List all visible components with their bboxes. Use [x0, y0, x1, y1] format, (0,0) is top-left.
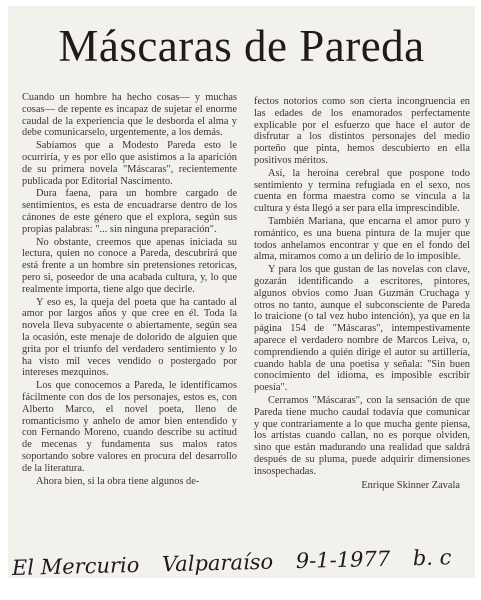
article-paragraph: Dura faena, para un hombre cargado de sentimientos, es esta de encuadrarse dentro de los cánones de este género que el explora, según sus propias palabras: "... sin ninguna preparación". — [22, 188, 237, 235]
article-paragraph: fectos notorios como son cierta incongruencia en las edades de los enamorados perfectamente explicable por el esfuerzo que hace el autor de disfrutar a los distintos personajes del medio porteño que pinta, hemos descubierto en ella positivos méritos. — [254, 96, 470, 166]
article-paragraph: Ahora bien, si la obra tiene algunos de- — [36, 475, 200, 487]
article-column-left — [22, 92, 237, 488]
article-paragraph: Así, la heroína cerebral que pospone todo sentimiento y termina refugiada en el sexo, nos cuenta en forma maestra como se vincula a la cultura y ésta llegó a ser para ella imprescindible. — [254, 167, 470, 215]
article-paragraph: Sabíamos que a Modesto Pareda esto le ocurriría, y es por ello que asistimos a la aparición de su primera novela "Máscaras", recientemente publicada por Editorial Nascimento. — [22, 140, 237, 187]
article-headline: Máscaras de Pareda — [58, 21, 425, 71]
article-paragraph: Los que conocemos a Pareda, le identificamos fácilmente con dos de los personajes, estos es, con Alberto Marco, el novel poeta, lleno de romanticismo y anhelo de amor bien entendido y con Fernando Moreno, cuando describe su actitud de mecenas y fundamenta sus malos ratos soportando sobre valores en procura del desarrollo de la literatura. — [22, 380, 237, 474]
article-paragraph: Y eso es, la queja del poeta que ha cantado al amor por largos años y que cree en él. Toda la novela lleva subyacente o abiertamente, según sea la ocasión, este menaje de dolorido de alguien que grita por el triunfo del verdadero sentimiento y lo ha visto mil veces vendido o postergado por intereses mezquinos. — [22, 296, 237, 379]
source-newspaper: El Mercurio — [11, 552, 140, 580]
source-date: 9-1-1977 — [295, 546, 391, 574]
article-paragraph: No obstante, creemos que apenas iniciada su lectura, quien no conoce a Pareda, descubrirá que está frente a un hombre sin pretensiones retoricas, pero si, poseedor de una acabada cultura, y, lo que realmente importa, tiene algo que decirle. — [22, 236, 237, 295]
source-city: Valparaíso — [161, 549, 274, 577]
article-paragraph: Cuando un hombre ha hecho cosas— y muchas cosas— de repente es incapaz de sujetar el enorme caudal de la experiencia que le desborda el alma y debe comunicarselo, urgentemente, a los demás. — [22, 92, 237, 139]
article-paragraph: También Mariana, que encarna el amor puro y romántico, es una buena pintura de la mujer que todos anhelamos encontrar y que en el fondo del alma, miramos como a un delirio de lo imposible. — [254, 215, 470, 263]
article-paragraph: Y para los que gustan de las novelas con clave, gozarán identificando a escritores, pintores, algunos obvios como Juan Guzmán Cruchaga y otros no tanto, aunque el subconsciente de Pareda lo traicione (o tal vez hubo intención), ya que en la página 154 de "Máscaras", intempestivamente aparece el verdadero nombre de Marcos Leiva, o, comprendiendo a quién dirige el autor su artillería, cuando habla de una poetisa y señala: "Sin buen conocimiento del idioma, es imposible escribir poesía". — [254, 264, 470, 394]
article-column-right — [254, 96, 470, 491]
article-author: Enrique Skinner Zavala — [361, 479, 460, 491]
newspaper-clipping — [8, 6, 475, 578]
article-paragraph: Cerramos "Máscaras", con la sensación de que Pareda tiene mucho caudal todavía que comunicar y que contrariamente a lo que mucha gente piensa, los artistas cuando callan, no es porque olviden, sino que están madurando una realidad que saldrá después de su pluma, puede adquirir dimensiones insospechadas. — [254, 394, 470, 477]
source-initials: b. c — [412, 545, 452, 571]
